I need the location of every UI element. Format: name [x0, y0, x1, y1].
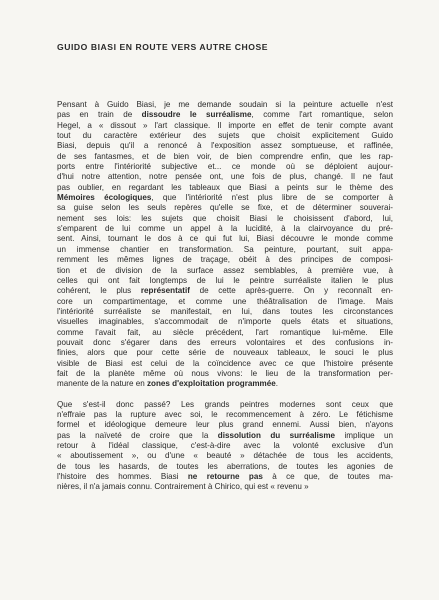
text-run: visuelles imaginables, s'accommodait de n'importe quels états et situations,	[57, 317, 393, 327]
text-run: l'histoire des hommes. Biasi	[57, 472, 188, 482]
bold-phrase: dissolution du surréalisme	[217, 430, 336, 440]
text-run: formel et idéologique demeure leur plus grand ennemi. Aussi bien, n'ayons	[57, 420, 393, 430]
text-run: à ce que, de toutes ma-	[262, 472, 393, 482]
text-run: de cette après-guerre. On y reconnaît en-	[189, 286, 393, 296]
text-run: sa guise selon les seuls repères qu'elle se fixe, et de déterminer souverai-	[57, 203, 393, 213]
text-run: manente de la nature en	[57, 379, 147, 389]
text-run: Biasi, depuis qu'il a renoncé à l'exposition assez somptueuse, et raffinée,	[57, 141, 393, 151]
article-body	[57, 100, 393, 493]
text-line	[57, 245, 393, 255]
text-run: s'emparent de lui comme un appel à la lucidité, à la clairvoyance du pré-	[57, 224, 393, 234]
text-line	[57, 348, 393, 358]
text-run: , que l'intériorité n'est plus libre de se comporter à	[151, 193, 393, 203]
text-line	[57, 472, 393, 482]
text-run: visible de Biasi est celui de la coïncidence avec ce que l'histoire présente	[57, 358, 393, 368]
text-run: fait de la planète même où nous vivons: le lieu de la transformation per-	[57, 368, 393, 378]
text-run: sent. Ainsi, tournant le dos à ce qui fut lui, Biasi découvre le monde comme	[57, 234, 393, 244]
text-run: retour à l'idéal classique, c'est-à-dire avec la volonté exclusive d'un	[57, 441, 393, 450]
text-line	[57, 441, 393, 451]
text-line	[57, 183, 393, 193]
text-line	[57, 203, 393, 213]
text-line	[57, 172, 393, 182]
text-run: tion et de division de la surface assez semblables, à première vue, à	[57, 265, 393, 275]
text-run: Hegel, a « dissout » l'art classique. Il importe en effet de tenir compte avant	[57, 120, 393, 130]
text-run: tout du caractère extérieur des sujets que choisit explicitement Guido	[57, 131, 393, 141]
text-run: remment les mêmes lignes de traçage, obéit à des principes de composi-	[57, 255, 393, 265]
text-line	[57, 369, 393, 379]
text-line	[57, 482, 393, 492]
text-run: cohérent, le plus	[57, 286, 141, 296]
text-line	[57, 431, 393, 441]
text-run: nières, il n'a jamais connu. Contrairement à Chirico, qui est « revenu »	[57, 482, 309, 492]
paragraph-1	[57, 100, 393, 390]
text-run: nement ses lois: les sujets que choisit Biasi le choisissent d'abord, lui,	[57, 213, 393, 223]
text-line	[57, 451, 393, 461]
text-line	[57, 266, 393, 276]
text-run: comme l'avait fait, au siècle précédent, l'art romantique lui-même. Elle	[57, 327, 393, 337]
text-line	[57, 234, 393, 244]
text-run: Pensant à Guido Biasi, je me demande soudain si la peinture actuelle n'est	[57, 100, 393, 109]
text-run: core un compartimentage, et comme une théâtralisation de l'image. Mais	[57, 296, 393, 306]
text-line	[57, 286, 393, 296]
text-run: de ses fantasmes, et de bien voir, de bien comprendre enfin, que les rap-	[57, 151, 393, 161]
text-run: de tous les hasards, de toutes les aberrations, de toutes les agonies de	[57, 461, 393, 471]
text-line	[57, 152, 393, 162]
bold-phrase: représentatif	[140, 286, 190, 296]
article-title: GUIDO BIASI EN ROUTE VERS AUTRE CHOSE	[57, 42, 269, 52]
text-line	[57, 276, 393, 286]
text-line	[57, 400, 393, 410]
text-run: Que s'est-il donc passé? Les grands peintres modernes sont ceux que	[57, 399, 393, 409]
text-line	[57, 420, 393, 430]
text-line	[57, 214, 393, 224]
text-run: .	[275, 379, 278, 389]
text-run: d'hui notre attention, notre pensée ont, une fois de plus, changé. Il ne faut	[57, 172, 393, 182]
text-line	[57, 379, 393, 389]
text-line	[57, 131, 393, 141]
text-line	[57, 193, 393, 203]
paragraph-gap	[57, 390, 393, 400]
text-line	[57, 255, 393, 265]
text-line	[57, 317, 393, 327]
text-line	[57, 410, 393, 420]
text-line	[57, 121, 393, 131]
text-run: ports entre l'intériorité subjective et... ce monde où se déploient aujour-	[57, 162, 393, 172]
text-run: pas la naïveté de croire que la	[57, 430, 218, 440]
text-line	[57, 462, 393, 472]
text-line	[57, 338, 393, 348]
text-line	[57, 328, 393, 338]
text-line	[57, 307, 393, 317]
text-run: finies, alors que pour cette série de nouveaux tableaux, le souci le plus	[57, 348, 393, 358]
text-line	[57, 297, 393, 307]
text-line	[57, 141, 393, 151]
text-line	[57, 100, 393, 110]
text-run: « aboutissement », ou d'une « beauté » détachée de tous les accidents,	[57, 451, 393, 461]
text-run: pas en train de	[57, 110, 142, 120]
text-run: un immense chantier en transformation. Sa peinture, pourtant, suit appa-	[57, 244, 393, 254]
paragraph-2	[57, 400, 393, 493]
text-run: pouvait donc s'égarer dans des erreurs volontaires et des confusions in-	[57, 337, 393, 347]
bold-phrase: Mémoires écologiques	[57, 193, 152, 203]
text-run: pas oublier, en regardant les tableaux que Biasi a peints sur le thème des	[57, 182, 393, 192]
text-line	[57, 224, 393, 234]
text-line	[57, 110, 393, 120]
text-run: implique un	[335, 430, 393, 440]
text-run: celles qui ont fait longtemps de lui le peintre surréaliste italien le plus	[57, 275, 393, 285]
text-line	[57, 359, 393, 369]
bold-phrase: ne retourne pas	[187, 472, 263, 482]
text-run: n'effraie pas la rupture avec soi, le recommencement à zéro. Le fétichisme	[57, 409, 393, 419]
bold-phrase: dissoudre le surréalisme	[141, 110, 252, 120]
bold-phrase: zones d'exploitation programmée	[147, 379, 276, 389]
text-run: l'intériorité surréaliste se manifestait, en lui, dans toutes les circonstances	[57, 306, 393, 316]
text-run: , comme l'art romantique, selon	[251, 110, 394, 120]
text-line	[57, 162, 393, 172]
